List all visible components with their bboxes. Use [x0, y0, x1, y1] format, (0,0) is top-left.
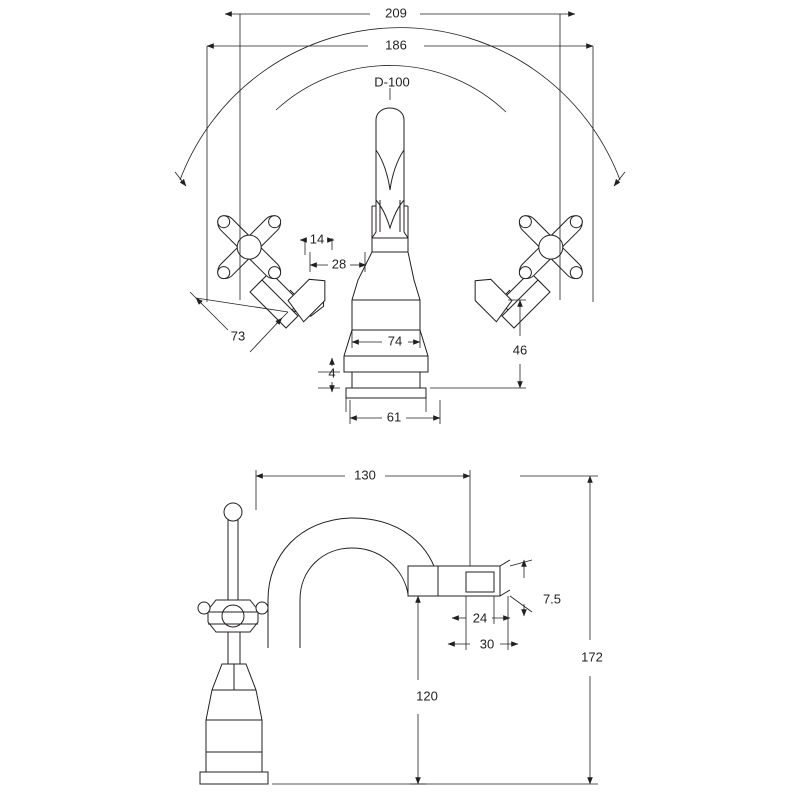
side-elevation-geometry	[198, 503, 510, 784]
dim-label-14: 14	[309, 231, 325, 247]
right-handle	[465, 188, 610, 328]
dim-label-120: 120	[416, 688, 438, 704]
dim-label-73: 73	[230, 328, 246, 344]
dim-label-24: 24	[472, 610, 488, 626]
dim-label-d100: D-100	[374, 74, 410, 90]
dim-label-4: 4	[328, 365, 336, 381]
dim-label-74: 74	[387, 333, 403, 349]
dim-label-75: 7.5	[542, 591, 562, 607]
dim-label-46: 46	[512, 342, 528, 358]
dim-label-186: 186	[385, 37, 407, 53]
dim-label-172: 172	[581, 649, 603, 665]
dim-label-61: 61	[386, 409, 402, 425]
left-handle	[190, 188, 335, 328]
side-elevation-dimensions	[256, 470, 598, 784]
dim-label-209: 209	[385, 5, 407, 21]
dim-label-30: 30	[479, 636, 495, 652]
dim-label-130: 130	[354, 467, 376, 483]
dim-label-28: 28	[331, 256, 347, 272]
